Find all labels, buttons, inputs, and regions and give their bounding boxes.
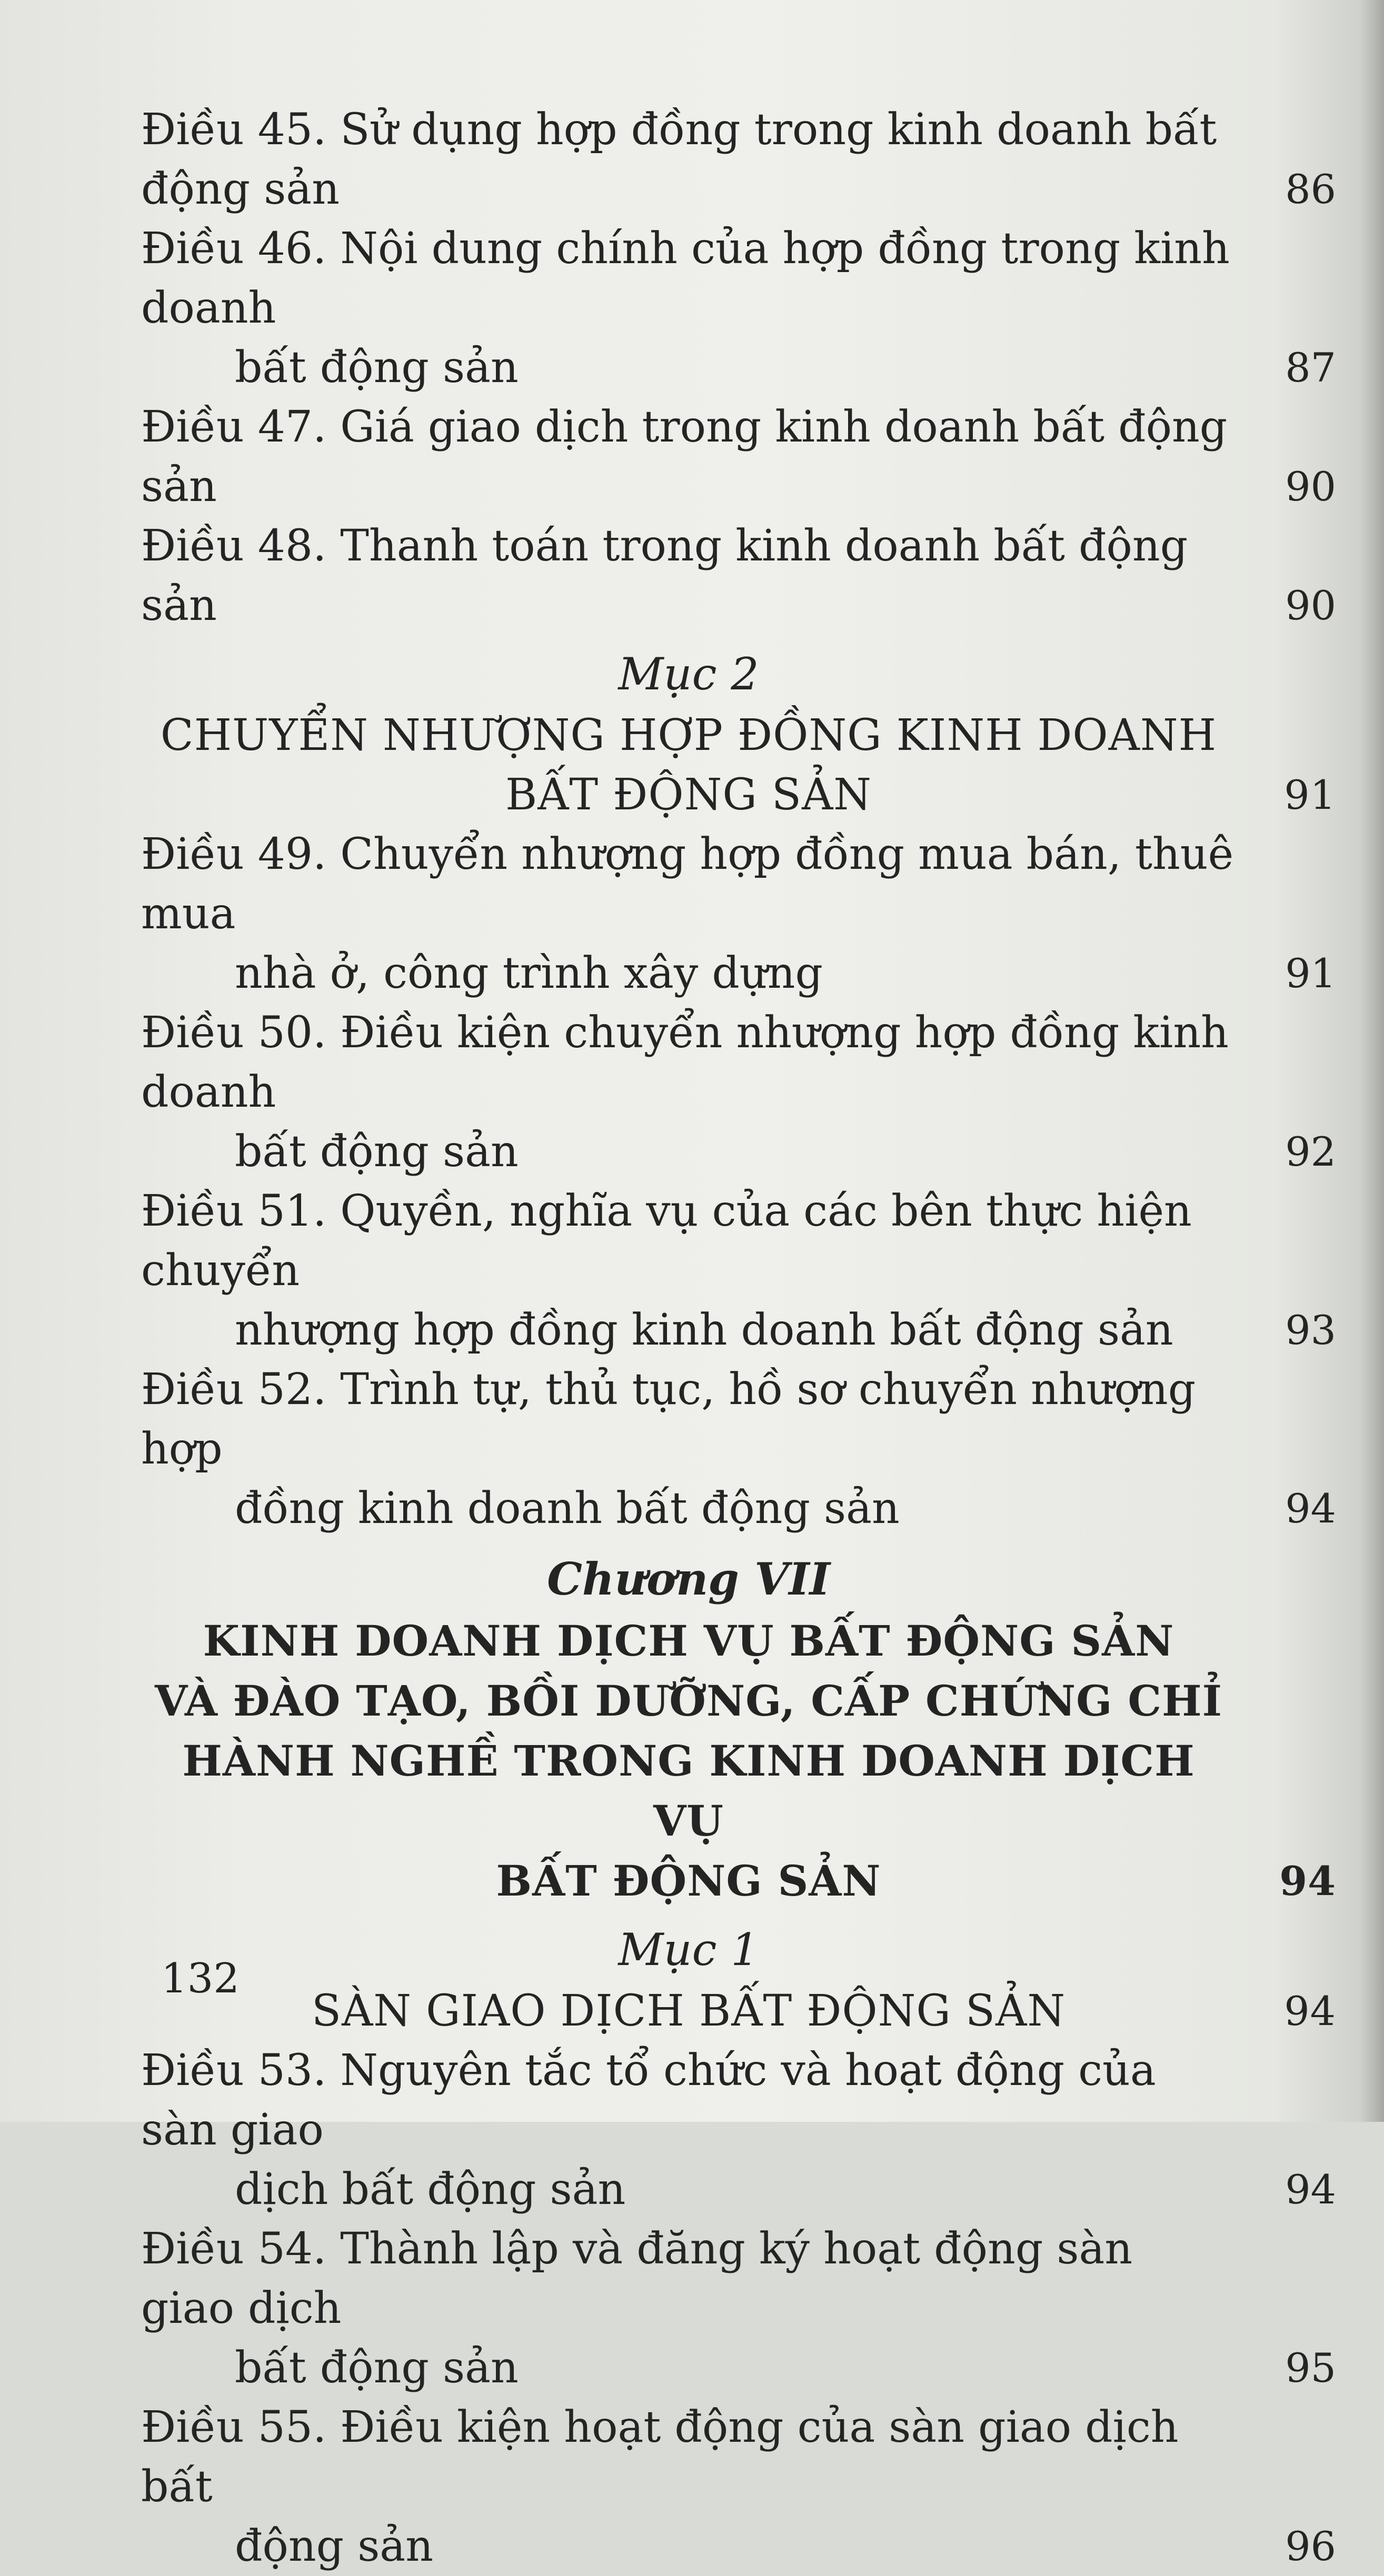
toc-entry-text: Điều 55. Điều kiện hoạt động của sàn giao dịch bất <box>141 2402 1179 2512</box>
chapter-title-line: KINH DOANH DỊCH VỤ BẤT ĐỘNG SẢN <box>203 1616 1174 1666</box>
toc-entry-page: 95 <box>1285 2344 1336 2391</box>
toc-entry-page: 91 <box>1285 950 1336 997</box>
section-page: 91 <box>1284 771 1336 818</box>
toc-entry-text-continued: nhà ở, công trình xây dựng <box>235 948 823 998</box>
toc-entry-text: Điều 47. Giá giao dịch trong kinh doanh bất động sản <box>141 402 1228 512</box>
toc-entry-dieu-49 <box>141 825 1336 1003</box>
chapter-title <box>141 1611 1336 1911</box>
section-title-line: CHUYỂN NHƯỢNG HỢP ĐỒNG KINH DOANH <box>160 710 1217 760</box>
page-number: 132 <box>161 1955 240 2002</box>
toc-entry-dieu-45 <box>141 100 1336 219</box>
toc-entry-page: 90 <box>1285 463 1336 510</box>
toc-entry-page: 94 <box>1285 2166 1336 2213</box>
toc-entry-page: 86 <box>1285 166 1336 213</box>
chapter-label: Chương VII <box>547 1553 830 1605</box>
toc-entry-text-continued: động sản <box>235 2521 434 2571</box>
toc-entry-text-continued: đồng kinh doanh bất động sản <box>235 1484 900 1533</box>
section-title-muc-2 <box>141 706 1336 825</box>
section-page: 94 <box>1284 1988 1336 2034</box>
toc-entry-text-continued: bất động sản <box>235 343 519 393</box>
toc-entry-dieu-48 <box>141 516 1336 635</box>
toc-entry-text: Điều 54. Thành lập và đăng ký hoạt động sàn giao dịch <box>141 2224 1133 2333</box>
toc-entry-text: Điều 52. Trình tự, thủ tục, hồ sơ chuyển nhượng hợp <box>141 1365 1196 1474</box>
section-title-muc-1 <box>141 1981 1336 2041</box>
toc-entry-dieu-55 <box>141 2398 1336 2576</box>
section-label-muc-2: Mục 2 <box>618 648 759 700</box>
chapter-title-line: HÀNH NGHỀ TRONG KINH DOANH DỊCH VỤ <box>182 1736 1195 1846</box>
toc-entry-page: 93 <box>1285 1307 1336 1354</box>
toc-entry-text: Điều 48. Thanh toán trong kinh doanh bất động sản <box>141 521 1188 630</box>
toc-entry-page: 87 <box>1285 344 1336 391</box>
table-of-contents <box>141 100 1341 2576</box>
toc-entry-page: 94 <box>1285 1485 1336 1532</box>
section-label-muc-1: Mục 1 <box>618 1924 759 1976</box>
toc-entry-text: Điều 49. Chuyển nhượng hợp đồng mua bán, thuê mua <box>141 829 1234 939</box>
toc-entry-text: Điều 45. Sử dụng hợp đồng trong kinh doanh bất động sản <box>141 105 1217 214</box>
toc-entry-page: 90 <box>1285 582 1336 629</box>
page-edge-shadow <box>1360 0 1384 2122</box>
toc-entry-page: 96 <box>1285 2523 1336 2570</box>
toc-entry-dieu-52 <box>141 1360 1336 1538</box>
section-title-line: BẤT ĐỘNG SẢN <box>505 770 872 820</box>
toc-entry-dieu-50 <box>141 1003 1336 1181</box>
toc-entry-text-continued: dịch bất động sản <box>235 2164 626 2214</box>
toc-entry-text: Điều 50. Điều kiện chuyển nhượng hợp đồng kinh doanh <box>141 1008 1229 1117</box>
toc-entry-page: 92 <box>1285 1128 1336 1175</box>
toc-entry-text: Điều 53. Nguyên tắc tổ chức và hoạt động của sàn giao <box>141 2046 1156 2155</box>
toc-entry-text: Điều 46. Nội dung chính của hợp đồng trong kinh doanh <box>141 224 1230 333</box>
chapter-title-line: VÀ ĐÀO TẠO, BỒI DƯỠNG, CẤP CHỨNG CHỈ <box>154 1676 1223 1726</box>
toc-entry-dieu-46 <box>141 219 1336 397</box>
toc-entry-text-continued: bất động sản <box>235 1127 519 1177</box>
toc-entry-dieu-53 <box>141 2041 1336 2219</box>
toc-entry-dieu-54 <box>141 2219 1336 2398</box>
chapter-page: 94 <box>1279 1858 1336 1905</box>
toc-entry-dieu-47 <box>141 397 1336 516</box>
toc-entry-dieu-51 <box>141 1181 1336 1360</box>
section-title-line: SÀN GIAO DỊCH BẤT ĐỘNG SẢN <box>311 1986 1066 2036</box>
toc-entry-text: Điều 51. Quyền, nghĩa vụ của các bên thực hiện chuyển <box>141 1186 1192 1296</box>
toc-entry-text-continued: bất động sản <box>235 2343 519 2393</box>
chapter-title-line: BẤT ĐỘNG SẢN <box>496 1856 881 1906</box>
toc-entry-text-continued: nhượng hợp đồng kinh doanh bất động sản <box>235 1305 1173 1355</box>
